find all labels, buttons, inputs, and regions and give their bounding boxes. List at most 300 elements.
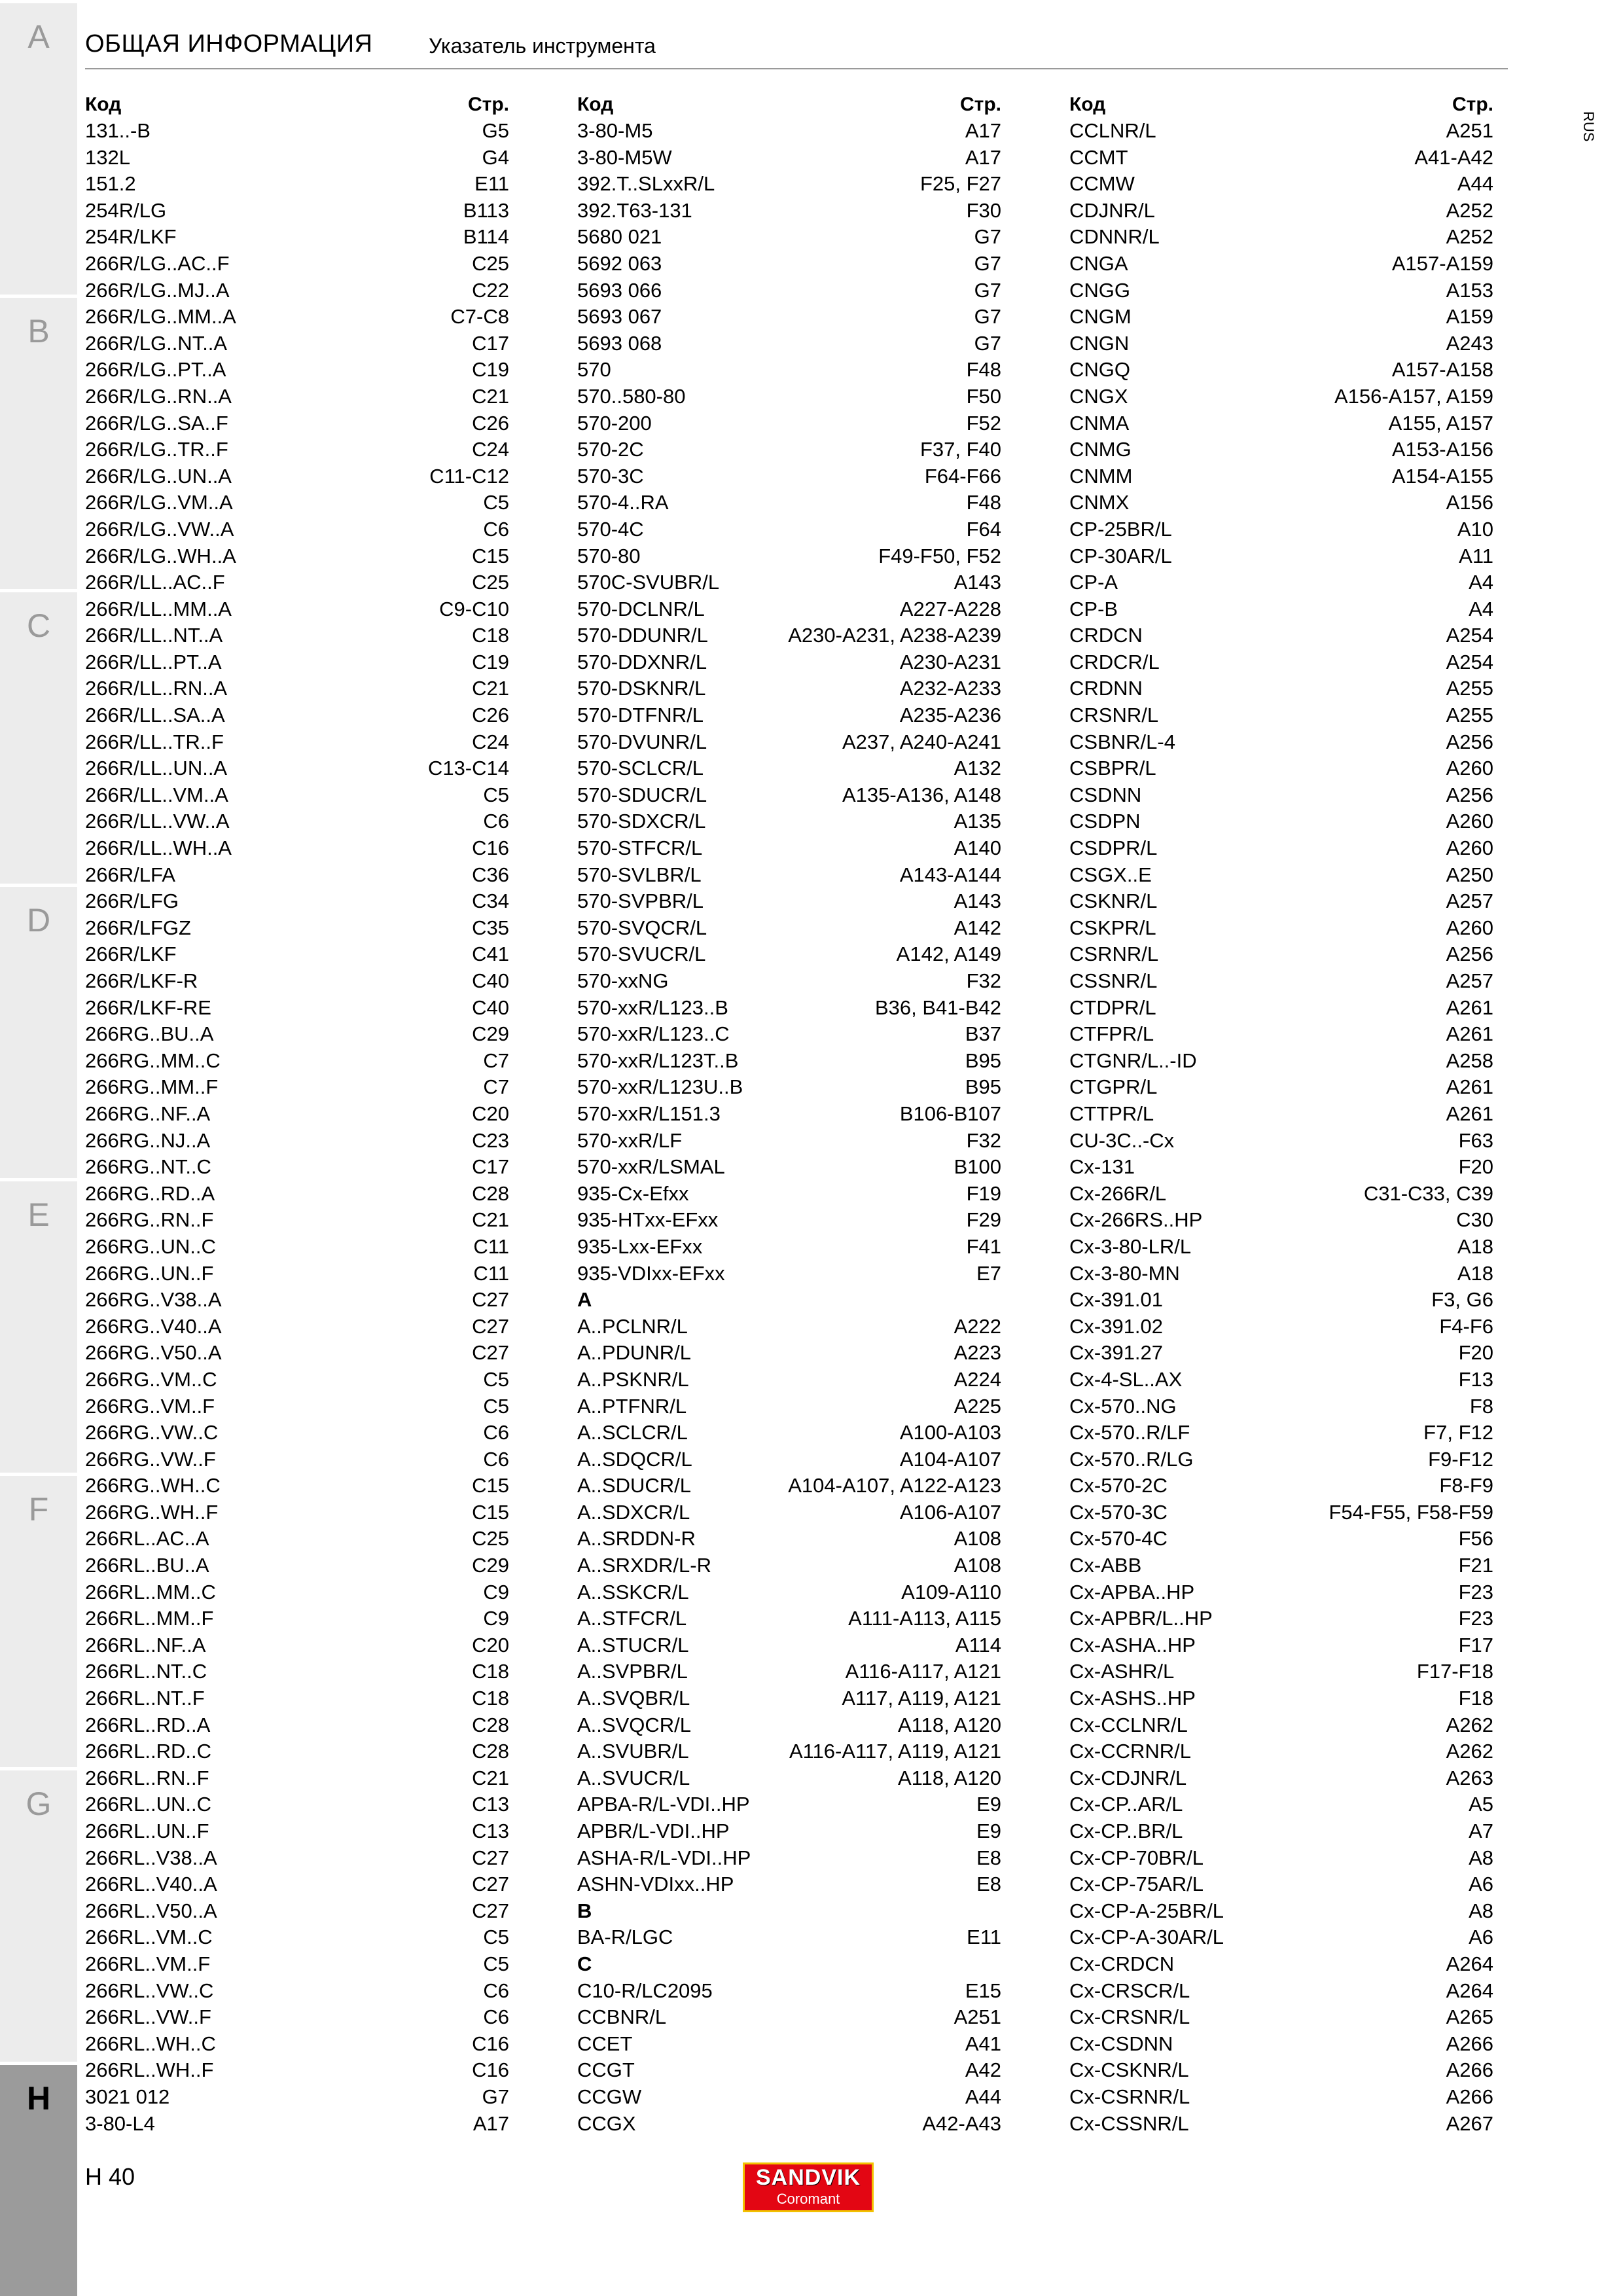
tool-code: 266RG..VM..C (85, 1367, 217, 1391)
section-tab-d[interactable]: D (0, 884, 77, 1178)
page-reference: A6 (1469, 1873, 1493, 1896)
tool-code: CRSNR/L (1069, 704, 1159, 727)
tool-code: CSDNN (1069, 783, 1142, 806)
index-row (577, 702, 1001, 729)
tool-code: 266RL..UN..C (85, 1793, 211, 1816)
index-row (85, 1234, 509, 1261)
tool-code: A..STFCR/L (577, 1607, 687, 1630)
index-row (85, 145, 509, 171)
page-reference: A44 (965, 2085, 1001, 2108)
index-row (577, 729, 1001, 756)
index-row (85, 1074, 509, 1101)
tool-code: Cx-570-2C (1069, 1474, 1168, 1498)
index-row (577, 278, 1001, 304)
tool-code: Cx-570..R/LG (1069, 1447, 1194, 1471)
tool-code: 266RG..VW..F (85, 1447, 216, 1471)
page-reference: C26 (472, 411, 509, 435)
index-row (1069, 1685, 1493, 1712)
page-reference: E9 (976, 1820, 1001, 1842)
tool-code: CTDPR/L (1069, 996, 1156, 1019)
tool-code: Cx-CCRNR/L (1069, 1740, 1191, 1763)
page-reference: A118, A120 (897, 1766, 1001, 1789)
index-row (85, 437, 509, 463)
tool-code: 266RG..V38..A (85, 1288, 222, 1312)
page-reference: A230-A231, A238-A239 (788, 624, 1001, 647)
tool-code: CP-A (1069, 571, 1118, 594)
tool-code: 570-xxR/L123..B (577, 996, 728, 1019)
tool-code: CSDPR/L (1069, 836, 1158, 860)
page-reference: A227-A228 (899, 597, 1001, 620)
page-reference: A263 (1446, 1766, 1493, 1789)
index-row (577, 1367, 1001, 1393)
index-row (1069, 1261, 1493, 1287)
tool-code: 570-xxR/L123T..B (577, 1049, 739, 1072)
tool-code: 266RL..MM..F (85, 1607, 214, 1630)
tool-code: 266RL..NT..F (85, 1687, 205, 1710)
page-reference: A225 (954, 1394, 1001, 1418)
index-row (1069, 755, 1493, 782)
index-row (1069, 1579, 1493, 1606)
page-reference: C21 (472, 384, 509, 408)
index-row (577, 1924, 1001, 1951)
index-row (85, 1738, 509, 1765)
tool-code: Cx-CSRNR/L (1069, 2085, 1190, 2108)
page-reference: C28 (472, 1740, 509, 1763)
tool-code: CNGX (1069, 384, 1128, 408)
page-reference: B37 (965, 1022, 1001, 1046)
page-reference: A157-A158 (1391, 358, 1493, 382)
page-reference: A254 (1446, 624, 1493, 647)
tool-code: Cx-APBR/L..HP (1069, 1607, 1213, 1630)
page-reference: A260 (1446, 836, 1493, 860)
column-header (85, 92, 509, 118)
page-reference: C13 (472, 1793, 509, 1816)
page-reference: C19 (472, 358, 509, 382)
tool-code: Cx-CSKNR/L (1069, 2058, 1189, 2082)
index-row (577, 1871, 1001, 1898)
tool-code: A..SVPBR/L (577, 1660, 688, 1683)
index-row (577, 198, 1001, 224)
tool-code: 132L (85, 145, 130, 169)
page-reference: A108 (954, 1554, 1001, 1577)
tool-code: Cx-CDJNR/L (1069, 1766, 1187, 1789)
section-tab-a[interactable]: A (0, 0, 77, 295)
page-reference: A18 (1457, 1234, 1493, 1258)
index-row (1069, 1526, 1493, 1552)
index-row (1069, 198, 1493, 224)
index-row (85, 1261, 509, 1287)
code-header: Код (1069, 94, 1106, 115)
index-row (85, 995, 509, 1022)
tool-code: Cx-4-SL..AX (1069, 1367, 1183, 1391)
page-reference: G7 (482, 2085, 509, 2108)
index-row (1069, 2004, 1493, 2031)
page-reference: E7 (976, 1261, 1001, 1285)
page-reference: A153-A156 (1391, 438, 1493, 461)
index-row (1069, 1978, 1493, 2005)
page-reference: A159 (1446, 305, 1493, 329)
tool-code: 570-3C (577, 464, 644, 488)
index-row (577, 1552, 1001, 1579)
tool-code: A (577, 1288, 592, 1312)
page-reference: C6 (483, 517, 509, 541)
page-reference: F13 (1458, 1367, 1493, 1391)
tool-code: CCMW (1069, 172, 1135, 196)
tool-code: 266RG..V50..A (85, 1341, 222, 1365)
index-row (1069, 1924, 1493, 1951)
page-reference: C9 (483, 1607, 509, 1630)
tool-code: 266RL..NF..A (85, 1633, 206, 1657)
tool-code: Cx-ABB (1069, 1554, 1142, 1577)
tool-code: Cx-CP-70BR/L (1069, 1846, 1204, 1869)
index-row (85, 2111, 509, 2138)
page-reference: C18 (472, 1687, 509, 1710)
page-reference: F41 (966, 1234, 1001, 1258)
page-reference: E9 (976, 1793, 1001, 1816)
index-row (85, 2057, 509, 2084)
index-row (85, 516, 509, 543)
page-reference: C24 (472, 438, 509, 461)
tool-code: 266R/LG..VW..A (85, 517, 234, 541)
page-reference: E8 (976, 1873, 1001, 1896)
index-row (85, 118, 509, 145)
section-tab-g[interactable]: G (0, 1767, 77, 2062)
index-row (85, 1526, 509, 1552)
index-row (85, 1712, 509, 1739)
tool-code: Cx-266R/L (1069, 1181, 1167, 1205)
index-row (1069, 1154, 1493, 1181)
tool-code: CNMG (1069, 438, 1132, 461)
tool-code: 266RL..UN..F (85, 1820, 209, 1842)
index-row (1069, 251, 1493, 278)
tool-code: 266R/LG..SA..F (85, 411, 228, 435)
page-reference: C15 (472, 1500, 509, 1524)
index-row (85, 1605, 509, 1632)
index-row (577, 543, 1001, 570)
tool-code: CP-B (1069, 597, 1118, 620)
index-row (85, 1978, 509, 2005)
index-row (85, 171, 509, 198)
index-row (1069, 1287, 1493, 1314)
tool-code: 570-DSKNR/L (577, 677, 706, 700)
tool-code: B (577, 1899, 592, 1922)
tool-code: 266R/LG..WH..A (85, 544, 236, 567)
tool-code: 266RG..BU..A (85, 1022, 214, 1046)
tool-code: 266R/LKF-R (85, 969, 198, 992)
tool-code: Cx-266RS..HP (1069, 1208, 1203, 1232)
page-reference: C40 (472, 996, 509, 1019)
section-tab-f[interactable]: F (0, 1473, 77, 1767)
tool-code: 266RL..RD..C (85, 1740, 211, 1763)
page-reference: C40 (472, 969, 509, 992)
page-reference: F17 (1458, 1633, 1493, 1657)
index-row (1069, 1420, 1493, 1446)
page-reference: A222 (954, 1314, 1001, 1338)
index-row (85, 1898, 509, 1925)
page-reference: F23 (1458, 1580, 1493, 1604)
tool-code: 266RL..NT..C (85, 1660, 207, 1683)
tool-code: 570-200 (577, 411, 652, 435)
index-row (577, 2004, 1001, 2031)
tool-code: Cx-570-4C (1069, 1527, 1168, 1551)
page-reference: C6 (483, 2005, 509, 2029)
index-row (85, 1579, 509, 1606)
index-row (85, 569, 509, 596)
tool-code: Cx-3-80-MN (1069, 1261, 1180, 1285)
tool-code: 266RG..RD..A (85, 1181, 215, 1205)
page-reference: A155, A157 (1388, 411, 1493, 435)
section-tab-c[interactable]: C (0, 589, 77, 884)
tool-code: 266R/LL..TR..F (85, 730, 224, 753)
index-row (577, 888, 1001, 915)
tool-code: 266R/LFGZ (85, 916, 191, 939)
tool-code: 5692 063 (577, 251, 662, 275)
tool-code: C (577, 1952, 592, 1975)
index-row (577, 995, 1001, 1022)
tool-code: CCMT (1069, 145, 1128, 169)
page-title: ОБЩАЯ ИНФОРМАЦИЯ (85, 30, 373, 58)
page-reference: A250 (1446, 863, 1493, 886)
page-reference: G7 (974, 278, 1001, 302)
index-row (577, 862, 1001, 889)
tool-code: 570-4C (577, 517, 644, 541)
page-reference: C19 (472, 650, 509, 673)
index-row (577, 622, 1001, 649)
tool-code: 5680 021 (577, 225, 662, 249)
index-row (577, 835, 1001, 862)
page-reference: A135 (954, 810, 1001, 833)
tool-code: 570-SDXCR/L (577, 810, 706, 833)
index-row (1069, 702, 1493, 729)
page-reference: F29 (966, 1208, 1001, 1232)
tool-code: CRDNN (1069, 677, 1143, 700)
page-reference: A255 (1446, 677, 1493, 700)
page-reference: G4 (482, 145, 509, 169)
index-row (577, 2031, 1001, 2058)
page-reference: A257 (1446, 969, 1493, 992)
index-row (577, 1207, 1001, 1234)
tool-code: 266RL..VW..F (85, 2005, 211, 2029)
tool-code: 266R/LG..MJ..A (85, 278, 230, 302)
index-row (85, 304, 509, 331)
header-divider (85, 68, 1508, 69)
index-row (85, 968, 509, 995)
tool-code: CP-25BR/L (1069, 517, 1172, 541)
index-row (85, 1340, 509, 1367)
tool-code: CCGT (577, 2058, 635, 2082)
page-reference: C18 (472, 1660, 509, 1683)
tool-code: CDJNR/L (1069, 198, 1155, 222)
tool-code: 266R/LG..TR..F (85, 438, 228, 461)
tool-code: ASHA-R/L-VDI..HP (577, 1846, 751, 1869)
index-row (1069, 1552, 1493, 1579)
index-row (577, 675, 1001, 702)
tool-code: 266R/LKF-RE (85, 996, 211, 1019)
tool-code: 266R/LFG (85, 889, 179, 913)
index-row (1069, 1951, 1493, 1978)
tool-code: A..SRXDR/L-R (577, 1554, 711, 1577)
index-row (577, 437, 1001, 463)
tool-code: 266R/LL..UN..A (85, 757, 228, 780)
tool-code: 266R/LL..RN..A (85, 677, 228, 700)
page-reference: F8-F9 (1439, 1474, 1493, 1498)
page-reference: C30 (1456, 1208, 1493, 1232)
tool-code: A..PSKNR/L (577, 1367, 689, 1391)
page-reference: A118, A120 (897, 1713, 1001, 1736)
tool-code: CNMX (1069, 491, 1130, 514)
tool-code: CNGA (1069, 251, 1128, 275)
page-reference: B95 (965, 1049, 1001, 1072)
language-label: RUS (1580, 111, 1597, 142)
index-row (1069, 1632, 1493, 1659)
tool-code: CCBNR/L (577, 2005, 667, 2029)
index-row (1069, 490, 1493, 516)
tool-code: Cx-570..NG (1069, 1394, 1177, 1418)
logo-brand: SANDVIK (755, 2165, 861, 2190)
tool-code: CCGX (577, 2111, 636, 2135)
index-row (577, 755, 1001, 782)
tool-code: Cx-CP..AR/L (1069, 1793, 1183, 1816)
page-reference: C15 (472, 544, 509, 567)
index-row (1069, 1021, 1493, 1048)
tool-code: A..SVQBR/L (577, 1687, 690, 1710)
page-reference: C18 (472, 624, 509, 647)
page-number: H 40 (85, 2163, 135, 2190)
index-row (577, 1261, 1001, 1287)
tool-code: C10-R/LC2095 (577, 1979, 713, 2002)
page-reference: B113 (463, 198, 509, 222)
column-header (1069, 92, 1493, 118)
index-row (85, 224, 509, 251)
index-row (1069, 2111, 1493, 2138)
page-reference: A235-A236 (899, 704, 1001, 727)
page-reference: A143 (954, 889, 1001, 913)
page-reference: C5 (483, 1394, 509, 1418)
tool-code: Cx-CSSNR/L (1069, 2111, 1189, 2135)
index-row (85, 1552, 509, 1579)
index-row (577, 2084, 1001, 2111)
tool-code: CSSNR/L (1069, 969, 1158, 992)
page-reference: F50 (966, 384, 1001, 408)
page-reference: A104-A107 (899, 1447, 1001, 1471)
page-reference: A260 (1446, 916, 1493, 939)
page-reference: F52 (966, 411, 1001, 435)
page-reference: A17 (965, 145, 1001, 169)
tool-code: Cx-CSDNN (1069, 2032, 1173, 2055)
index-row (85, 1791, 509, 1818)
tool-code: CRDCR/L (1069, 650, 1160, 673)
tool-code: 266R/LG..PT..A (85, 358, 226, 382)
page-reference: F49-F50, F52 (878, 544, 1001, 567)
page-reference: F37, F40 (919, 438, 1001, 461)
page-reference: A10 (1457, 517, 1493, 541)
tool-code: 266RG..UN..C (85, 1234, 216, 1258)
section-tab-h[interactable]: H (0, 2062, 77, 2296)
page-reference: A104-A107, A122-A123 (788, 1474, 1001, 1498)
tool-code: 151.2 (85, 172, 136, 196)
page-reference: A7 (1469, 1820, 1493, 1842)
page-reference: F4-F6 (1439, 1314, 1493, 1338)
index-row (85, 782, 509, 809)
tool-code: 266R/LL..AC..F (85, 571, 225, 594)
page-reference: A267 (1446, 2111, 1493, 2135)
index-row (577, 1605, 1001, 1632)
tool-code: A..SCLCR/L (577, 1421, 688, 1444)
page-reference: A224 (954, 1367, 1001, 1391)
section-tab-b[interactable]: B (0, 295, 77, 589)
index-row (1069, 1393, 1493, 1420)
page-reference: A106-A107 (899, 1500, 1001, 1524)
index-row (85, 1154, 509, 1181)
page-reference: C27 (472, 1314, 509, 1338)
tool-code: 570-SDUCR/L (577, 783, 707, 806)
tool-code: 570-STFCR/L (577, 836, 703, 860)
index-row (85, 490, 509, 516)
tool-code: CCET (577, 2032, 633, 2055)
index-row (1069, 968, 1493, 995)
page-reference: A255 (1446, 704, 1493, 727)
index-row (85, 596, 509, 623)
index-row (1069, 224, 1493, 251)
index-row (1069, 1207, 1493, 1234)
index-row (577, 1048, 1001, 1075)
index-row (1069, 1499, 1493, 1526)
page-reference: F18 (1458, 1687, 1493, 1710)
page-reference: C5 (483, 1952, 509, 1975)
tool-code: CNGM (1069, 305, 1132, 329)
tool-code: CNGQ (1069, 358, 1130, 382)
tool-code: 266RG..WH..F (85, 1500, 219, 1524)
page-reference: F30 (966, 198, 1001, 222)
index-row (85, 198, 509, 224)
page-reference: C5 (483, 491, 509, 514)
index-row (577, 1579, 1001, 1606)
page-reference: A41 (965, 2032, 1001, 2055)
page-reference: C20 (472, 1633, 509, 1657)
page-reference: A261 (1446, 996, 1493, 1019)
section-tab-e[interactable]: E (0, 1178, 77, 1473)
tool-code: CSBNR/L-4 (1069, 730, 1175, 753)
page-reference: F17-F18 (1416, 1660, 1493, 1683)
page-reference: C5 (483, 783, 509, 806)
page-reference: C17 (472, 1155, 509, 1179)
page-reference: C22 (472, 278, 509, 302)
index-row (577, 410, 1001, 437)
page-reference: C21 (472, 677, 509, 700)
tool-code: CCLNR/L (1069, 119, 1156, 142)
page-reference: C6 (483, 1979, 509, 2002)
page-reference: A254 (1446, 650, 1493, 673)
index-row (1069, 118, 1493, 145)
page-reference: C36 (472, 863, 509, 886)
page-reference: A256 (1446, 783, 1493, 806)
page-reference: A256 (1446, 942, 1493, 966)
tool-code: A..SSKCR/L (577, 1580, 689, 1604)
page-reference: C27 (472, 1341, 509, 1365)
tool-code: 570-DCLNR/L (577, 597, 705, 620)
index-row (577, 1526, 1001, 1552)
page-reference: A100-A103 (899, 1421, 1001, 1444)
index-row (1069, 1367, 1493, 1393)
page-reference: C6 (483, 810, 509, 833)
index-row (1069, 995, 1493, 1022)
page-reference: F8 (1469, 1394, 1493, 1418)
page-reference: A142 (954, 916, 1001, 939)
index-row (577, 516, 1001, 543)
tool-code: 570-SVLBR/L (577, 863, 702, 886)
logo-subbrand: Coromant (776, 2191, 840, 2207)
tool-code: CRDCN (1069, 624, 1143, 647)
